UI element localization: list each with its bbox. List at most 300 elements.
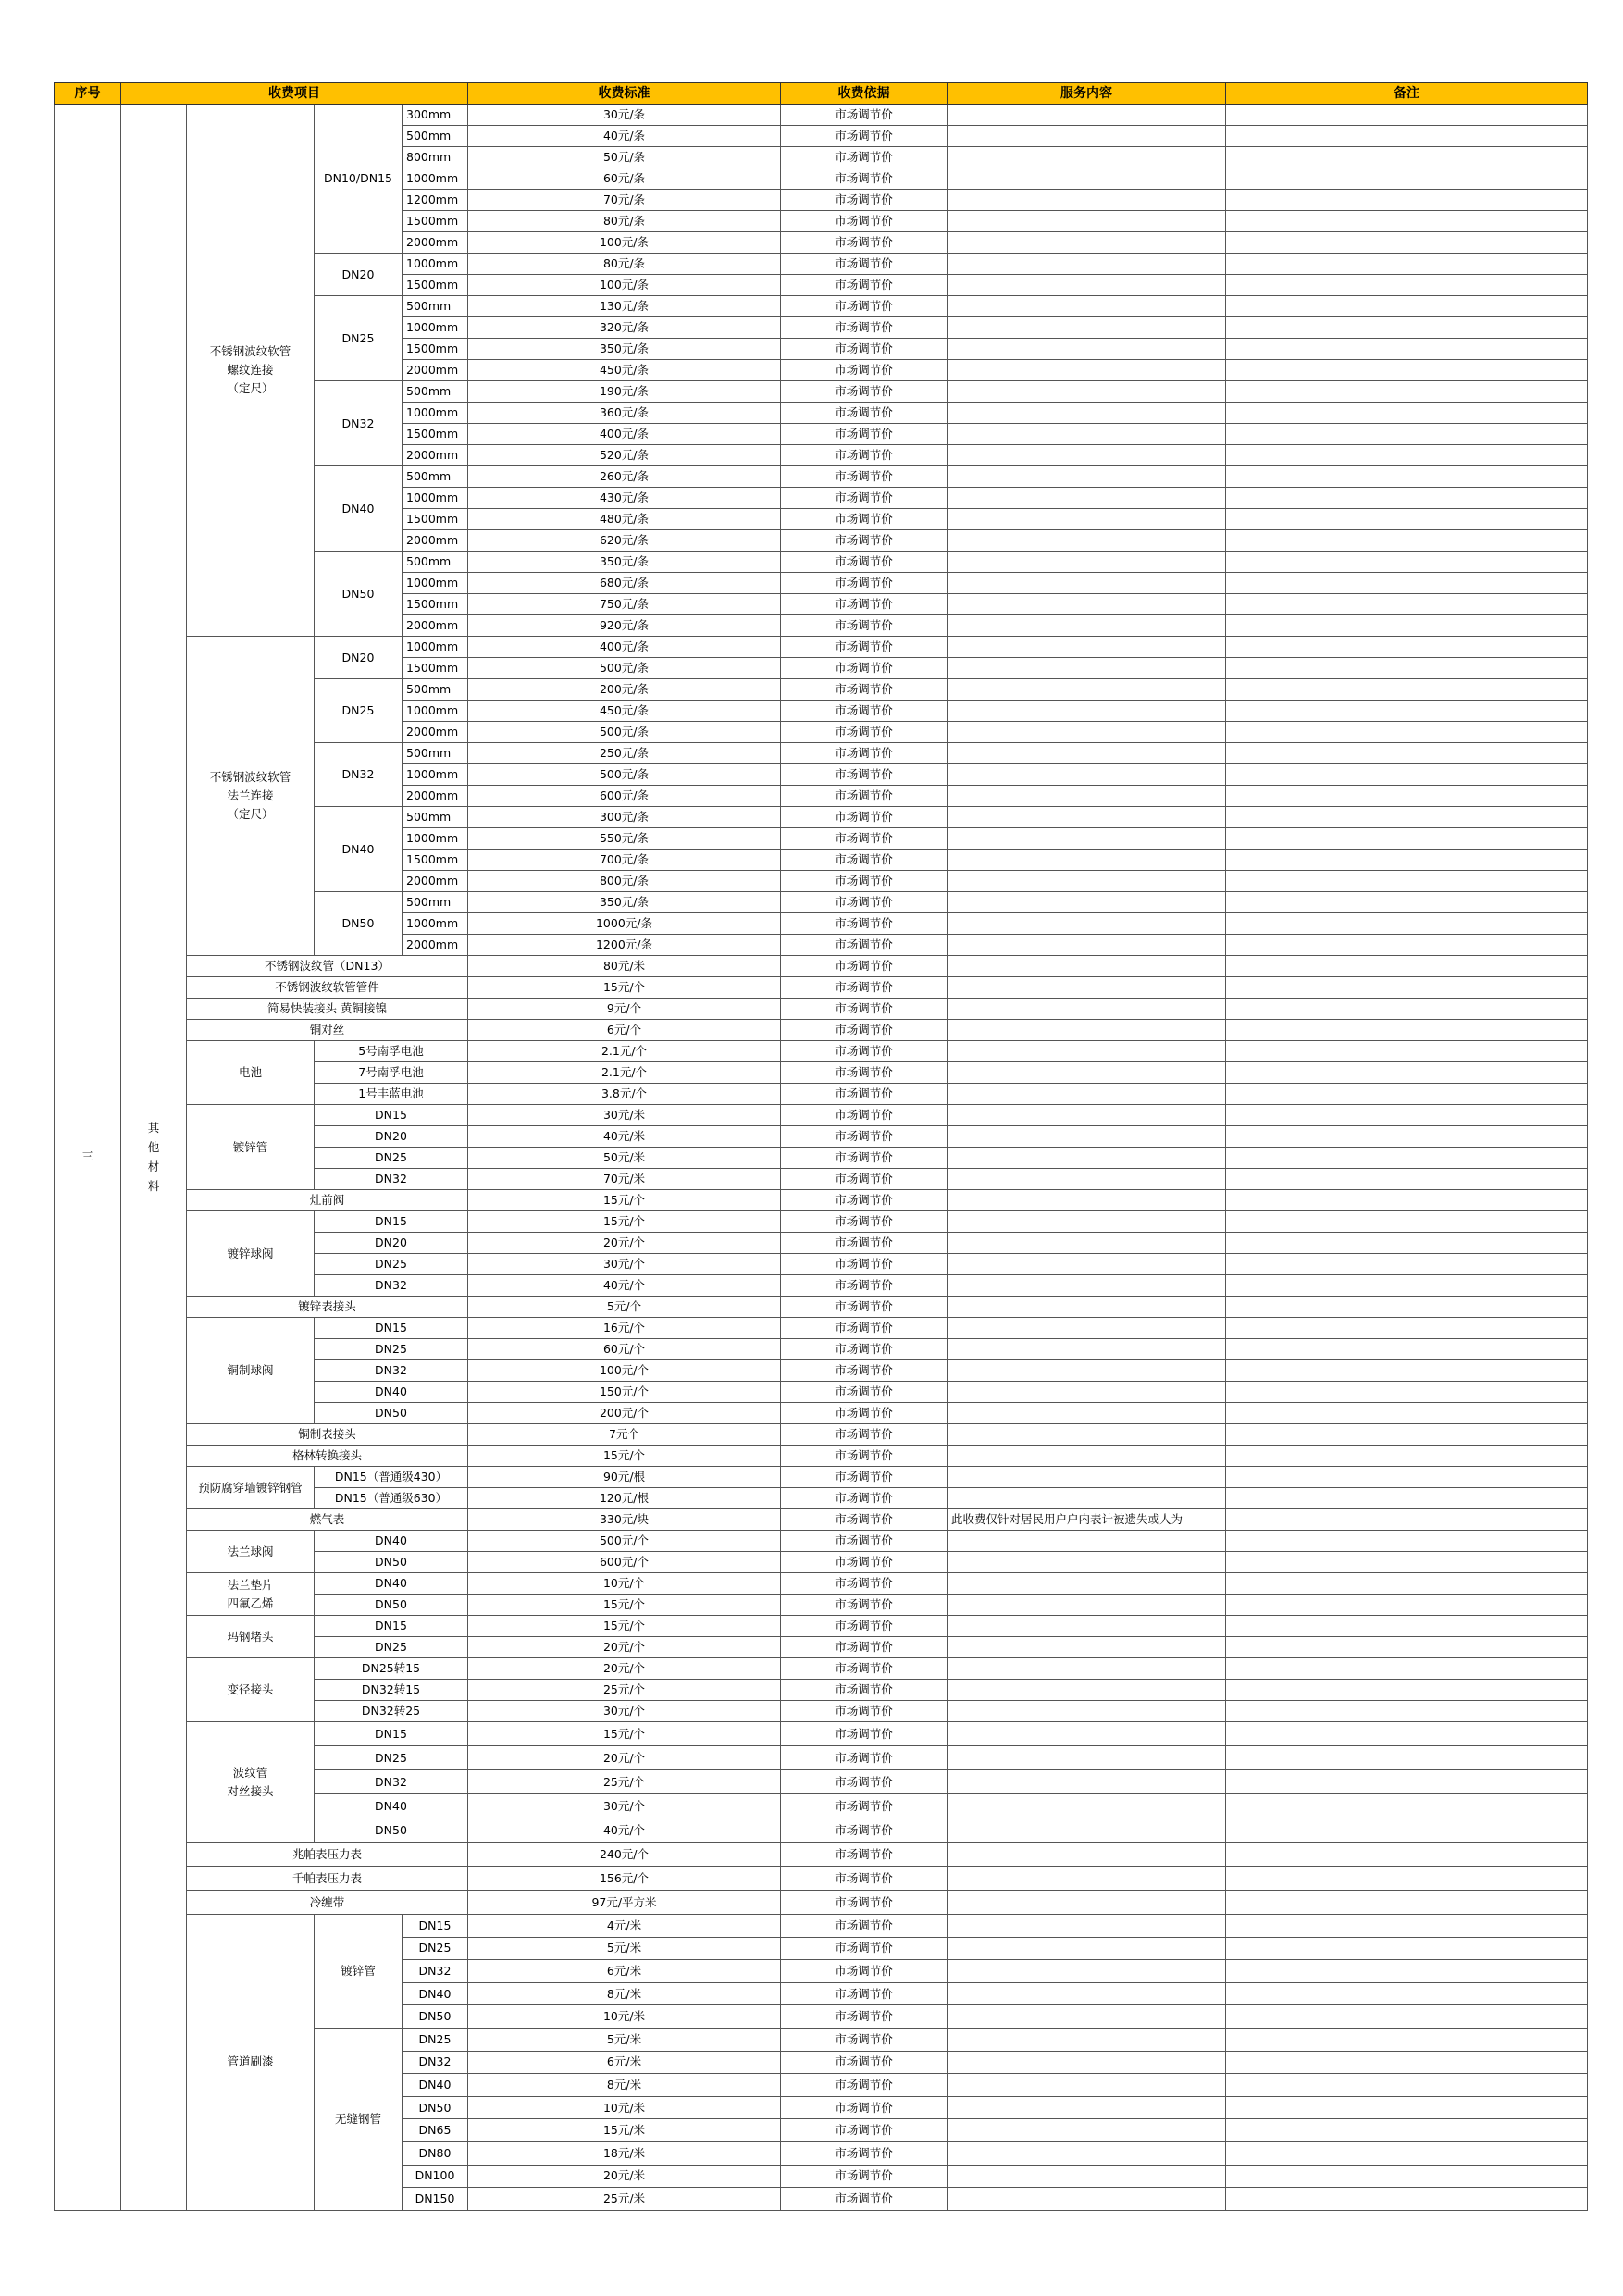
item-cell: DN50 [315,1552,468,1573]
basis-cell: 市场调节价 [781,594,948,615]
note-cell [1226,2096,1588,2119]
note-cell [1226,1843,1588,1867]
price-cell: 600元/条 [468,786,781,807]
price-cell: 2.1元/个 [468,1062,781,1084]
note-cell [1226,1573,1588,1595]
item-cell: 千帕表压力表 [187,1867,468,1891]
item-cell: DN10/DN15 [315,105,403,254]
note-cell [1226,445,1588,466]
service-cell [948,466,1226,488]
table-row [55,1843,1588,1867]
note-cell [1226,1770,1588,1794]
note-cell [1226,701,1588,722]
item-cell: DN50 [315,1595,468,1616]
basis-cell: 市场调节价 [781,722,948,743]
basis-cell: 市场调节价 [781,1339,948,1360]
basis-cell: 市场调节价 [781,2141,948,2165]
basis-cell: 市场调节价 [781,2188,948,2211]
basis-cell: 市场调节价 [781,1552,948,1573]
note-cell [1226,2119,1588,2142]
table-row [55,1105,1588,1126]
service-cell [948,147,1226,168]
service-cell [948,1403,1226,1424]
note-cell [1226,764,1588,786]
price-cell: 620元/条 [468,530,781,552]
price-cell: 150元/个 [468,1382,781,1403]
price-cell: 25元/个 [468,1770,781,1794]
item-cell: DN15 [315,1722,468,1746]
note-cell [1226,679,1588,701]
note-cell [1226,1701,1588,1722]
basis-cell: 市场调节价 [781,1275,948,1297]
service-cell [948,1084,1226,1105]
note-cell [1226,1488,1588,1509]
service-cell [948,999,1226,1020]
service-cell [948,786,1226,807]
service-cell [948,1531,1226,1552]
note-cell [1226,1275,1588,1297]
note-cell [1226,1169,1588,1190]
price-cell: 480元/条 [468,509,781,530]
note-cell [1226,105,1588,126]
table-row [55,1573,1588,1595]
spec-cell: 1000mm [403,828,468,850]
basis-cell: 市场调节价 [781,1637,948,1658]
table-row [55,1658,1588,1680]
note-cell [1226,1982,1588,2005]
item-cell: 冷缠带 [187,1891,468,1915]
note-cell [1226,1105,1588,1126]
item-cell: DN25 [315,1254,468,1275]
note-cell [1226,2074,1588,2097]
note-cell [1226,1254,1588,1275]
service-cell [948,1169,1226,1190]
price-cell: 5元/米 [468,2028,781,2051]
item-cell: DN40 [315,1794,468,1818]
table-row [55,1190,1588,1211]
service-cell [948,1467,1226,1488]
item-cell: DN20 [315,1126,468,1148]
table-row [55,1041,1588,1062]
item-cell: DN40 [315,466,403,552]
service-cell [948,892,1226,913]
spec-cell: 500mm [403,679,468,701]
spec-cell: 300mm [403,105,468,126]
basis-cell: 市场调节价 [781,743,948,764]
basis-cell: 市场调节价 [781,126,948,147]
basis-cell: 市场调节价 [781,509,948,530]
spec-cell: 1200mm [403,190,468,211]
price-cell: 15元/个 [468,1595,781,1616]
note-cell [1226,1509,1588,1531]
item-cell: DN150 [403,2188,468,2211]
service-cell [948,317,1226,339]
basis-cell: 市场调节价 [781,679,948,701]
spec-cell: 2000mm [403,786,468,807]
basis-cell: 市场调节价 [781,403,948,424]
note-cell [1226,488,1588,509]
item-cell: DN20 [315,254,403,296]
service-cell [948,1041,1226,1062]
price-cell: 400元/条 [468,424,781,445]
basis-cell: 市场调节价 [781,1794,948,1818]
basis-cell: 市场调节价 [781,1254,948,1275]
item-cell: 法兰球阀 [187,1531,315,1573]
item-cell: 不锈钢波纹软管 螺纹连接 （定尺） [187,105,315,637]
table-row [55,1531,1588,1552]
note-cell [1226,1403,1588,1424]
price-cell: 30元/米 [468,1105,781,1126]
service-cell [948,1297,1226,1318]
basis-cell: 市场调节价 [781,1818,948,1843]
item-cell: DN15（普通级430） [315,1467,468,1488]
spec-cell: 2000mm [403,530,468,552]
table-row [55,977,1588,999]
item-cell: DN40 [315,807,403,892]
basis-cell: 市场调节价 [781,1937,948,1960]
note-cell [1226,360,1588,381]
price-cell: 1000元/条 [468,913,781,935]
service-cell [948,637,1226,658]
price-cell: 5元/米 [468,1937,781,1960]
table-row [55,1211,1588,1233]
basis-cell: 市场调节价 [781,1382,948,1403]
service-cell [948,1275,1226,1297]
item-cell: DN25 [403,2028,468,2051]
service-cell [948,2188,1226,2211]
item-cell: 镀锌表接头 [187,1297,468,1318]
service-cell [948,275,1226,296]
basis-cell: 市场调节价 [781,573,948,594]
item-cell: DN15 [403,1915,468,1938]
price-cell: 2.1元/个 [468,1041,781,1062]
service-cell [948,1062,1226,1084]
service-cell [948,977,1226,999]
item-cell: 不锈钢波纹软管 法兰连接 （定尺） [187,637,315,956]
service-cell [948,2074,1226,2097]
note-cell [1226,424,1588,445]
service-cell [948,722,1226,743]
item-cell: DN32 [315,743,403,807]
basis-cell: 市场调节价 [781,935,948,956]
note-cell [1226,850,1588,871]
item-cell: 预防腐穿墙镀锌钢管 [187,1467,315,1509]
header-row [55,83,1588,105]
price-cell: 80元/条 [468,254,781,275]
price-cell: 130元/条 [468,296,781,317]
service-cell [948,232,1226,254]
note-cell [1226,1867,1588,1891]
service-cell [948,2051,1226,2074]
item-cell: DN40 [403,1982,468,2005]
price-cell: 30元/个 [468,1794,781,1818]
price-cell: 70元/条 [468,190,781,211]
item-cell: DN32 [315,1770,468,1794]
price-cell: 400元/条 [468,637,781,658]
note-cell [1226,403,1588,424]
price-cell: 50元/米 [468,1148,781,1169]
item-cell: 不锈钢波纹管（DN13） [187,956,468,977]
spec-cell: 1500mm [403,211,468,232]
spec-cell: 500mm [403,466,468,488]
basis-cell: 市场调节价 [781,1746,948,1770]
item-cell: 无缝钢管 [315,2028,403,2210]
basis-cell: 市场调节价 [781,1190,948,1211]
service-cell [948,1960,1226,1983]
col-note: 备注 [1226,83,1588,105]
note-cell [1226,637,1588,658]
price-cell: 10元/米 [468,2005,781,2029]
item-cell: DN32 [403,1960,468,1983]
note-cell [1226,168,1588,190]
price-cell: 500元/条 [468,764,781,786]
price-cell: 20元/个 [468,1658,781,1680]
basis-cell: 市场调节价 [781,807,948,828]
basis-cell: 市场调节价 [781,105,948,126]
price-cell: 156元/个 [468,1867,781,1891]
basis-cell: 市场调节价 [781,1960,948,1983]
service-cell [948,211,1226,232]
service-cell [948,1722,1226,1746]
note-cell [1226,892,1588,913]
table-row [55,1467,1588,1488]
price-cell: 15元/个 [468,1616,781,1637]
note-cell [1226,1722,1588,1746]
price-cell: 120元/根 [468,1488,781,1509]
service-cell [948,1794,1226,1818]
note-cell [1226,1339,1588,1360]
note-cell [1226,786,1588,807]
note-cell [1226,126,1588,147]
price-cell: 100元/个 [468,1360,781,1382]
item-cell: DN25 [315,1746,468,1770]
spec-cell: 2000mm [403,722,468,743]
price-cell: 15元/个 [468,1722,781,1746]
note-cell [1226,1616,1588,1637]
spec-cell: 800mm [403,147,468,168]
service-cell [948,1148,1226,1169]
table-row [55,1891,1588,1915]
price-cell: 15元/个 [468,1190,781,1211]
price-cell: 80元/米 [468,956,781,977]
item-cell: DN25 [315,296,403,381]
table-row [55,1867,1588,1891]
item-cell: 兆帕表压力表 [187,1843,468,1867]
spec-cell: 1500mm [403,509,468,530]
spec-cell: 500mm [403,126,468,147]
price-cell: 40元/米 [468,1126,781,1148]
item-cell: DN25 [403,1937,468,1960]
service-cell [948,1190,1226,1211]
basis-cell: 市场调节价 [781,1982,948,2005]
note-cell [1226,2028,1588,2051]
service-cell [948,1488,1226,1509]
item-cell: DN50 [315,1818,468,1843]
service-cell: 此收费仅针对居民用户户内表计被遗失或人为 [948,1509,1226,1531]
service-cell [948,871,1226,892]
service-cell [948,1318,1226,1339]
item-cell: DN32 [315,1360,468,1382]
spec-cell: 500mm [403,743,468,764]
service-cell [948,1573,1226,1595]
item-cell: DN50 [403,2005,468,2029]
note-cell [1226,1041,1588,1062]
note-cell [1226,2165,1588,2188]
service-cell [948,1616,1226,1637]
note-cell [1226,2005,1588,2029]
spec-cell: 1000mm [403,637,468,658]
price-cell: 500元/条 [468,722,781,743]
basis-cell: 市场调节价 [781,1318,948,1339]
basis-cell: 市场调节价 [781,871,948,892]
service-cell [948,168,1226,190]
spec-cell: 1000mm [403,488,468,509]
table-row [55,105,1588,126]
service-cell [948,1658,1226,1680]
service-cell [948,679,1226,701]
note-cell [1226,658,1588,679]
basis-cell: 市场调节价 [781,1658,948,1680]
basis-cell: 市场调节价 [781,232,948,254]
service-cell [948,1595,1226,1616]
service-cell [948,1915,1226,1938]
col-service: 服务内容 [948,83,1226,105]
service-cell [948,445,1226,466]
service-cell [948,1105,1226,1126]
service-cell [948,1020,1226,1041]
basis-cell: 市场调节价 [781,1915,948,1938]
col-seq: 序号 [55,83,121,105]
basis-cell: 市场调节价 [781,1867,948,1891]
item-cell: DN15（普通级630） [315,1488,468,1509]
price-cell: 190元/条 [468,381,781,403]
price-cell: 8元/米 [468,1982,781,2005]
note-cell [1226,211,1588,232]
note-cell [1226,1637,1588,1658]
service-cell [948,1126,1226,1148]
spec-cell: 2000mm [403,232,468,254]
item-cell: DN25 [315,1637,468,1658]
price-cell: 50元/条 [468,147,781,168]
table-row [55,999,1588,1020]
item-cell: 玛钢堵头 [187,1616,315,1658]
price-cell: 500元/个 [468,1531,781,1552]
service-cell [948,1233,1226,1254]
item-cell: DN50 [403,2096,468,2119]
note-cell [1226,296,1588,317]
basis-cell: 市场调节价 [781,1169,948,1190]
note-cell [1226,573,1588,594]
price-cell: 40元/条 [468,126,781,147]
note-cell [1226,1190,1588,1211]
price-cell: 920元/条 [468,615,781,637]
item-cell: DN32 [315,381,403,466]
note-cell [1226,594,1588,615]
basis-cell: 市场调节价 [781,381,948,403]
service-cell [948,1843,1226,1867]
basis-cell: 市场调节价 [781,1041,948,1062]
service-cell [948,190,1226,211]
service-cell [948,1818,1226,1843]
price-cell: 5元/个 [468,1297,781,1318]
note-cell [1226,381,1588,403]
price-cell: 4元/米 [468,1915,781,1938]
spec-cell: 500mm [403,296,468,317]
basis-cell: 市场调节价 [781,530,948,552]
basis-cell: 市场调节价 [781,275,948,296]
service-cell [948,615,1226,637]
spec-cell: 1500mm [403,424,468,445]
price-cell: 200元/条 [468,679,781,701]
service-cell [948,2141,1226,2165]
item-cell: 铜制表接头 [187,1424,468,1446]
basis-cell: 市场调节价 [781,999,948,1020]
price-cell: 100元/条 [468,232,781,254]
price-cell: 70元/米 [468,1169,781,1190]
spec-cell: 2000mm [403,871,468,892]
service-cell [948,828,1226,850]
basis-cell: 市场调节价 [781,1467,948,1488]
service-cell [948,360,1226,381]
price-cell: 300元/条 [468,807,781,828]
item-cell: DN40 [403,2074,468,2097]
note-cell [1226,466,1588,488]
item-cell: DN40 [315,1573,468,1595]
service-cell [948,424,1226,445]
note-cell [1226,1446,1588,1467]
basis-cell: 市场调节价 [781,2074,948,2097]
table-row [55,956,1588,977]
price-cell: 7元个 [468,1424,781,1446]
service-cell [948,296,1226,317]
basis-cell: 市场调节价 [781,168,948,190]
item-cell: DN32 [315,1275,468,1297]
item-cell: DN25 [315,1339,468,1360]
basis-cell: 市场调节价 [781,1105,948,1126]
note-cell [1226,722,1588,743]
item-cell: DN32转25 [315,1701,468,1722]
table-row [55,1509,1588,1531]
price-cell: 800元/条 [468,871,781,892]
basis-cell: 市场调节价 [781,552,948,573]
item-cell: 7号南孚电池 [315,1062,468,1084]
note-cell [1226,1891,1588,1915]
price-cell: 10元/米 [468,2096,781,2119]
price-cell: 18元/米 [468,2141,781,2165]
item-cell: DN25 [315,679,403,743]
price-cell: 350元/条 [468,552,781,573]
price-cell: 330元/块 [468,1509,781,1531]
spec-cell: 1000mm [403,254,468,275]
service-cell [948,1254,1226,1275]
note-cell [1226,1915,1588,1938]
item-cell: 波纹管 对丝接头 [187,1722,315,1843]
note-cell [1226,1148,1588,1169]
service-cell [948,573,1226,594]
item-cell: DN25转15 [315,1658,468,1680]
spec-cell: 2000mm [403,360,468,381]
price-cell: 360元/条 [468,403,781,424]
service-cell [948,594,1226,615]
price-cell: 600元/个 [468,1552,781,1573]
spec-cell: 1000mm [403,573,468,594]
service-cell [948,1701,1226,1722]
note-cell [1226,339,1588,360]
service-cell [948,1637,1226,1658]
basis-cell: 市场调节价 [781,1595,948,1616]
note-cell [1226,871,1588,892]
table-row [55,637,1588,658]
